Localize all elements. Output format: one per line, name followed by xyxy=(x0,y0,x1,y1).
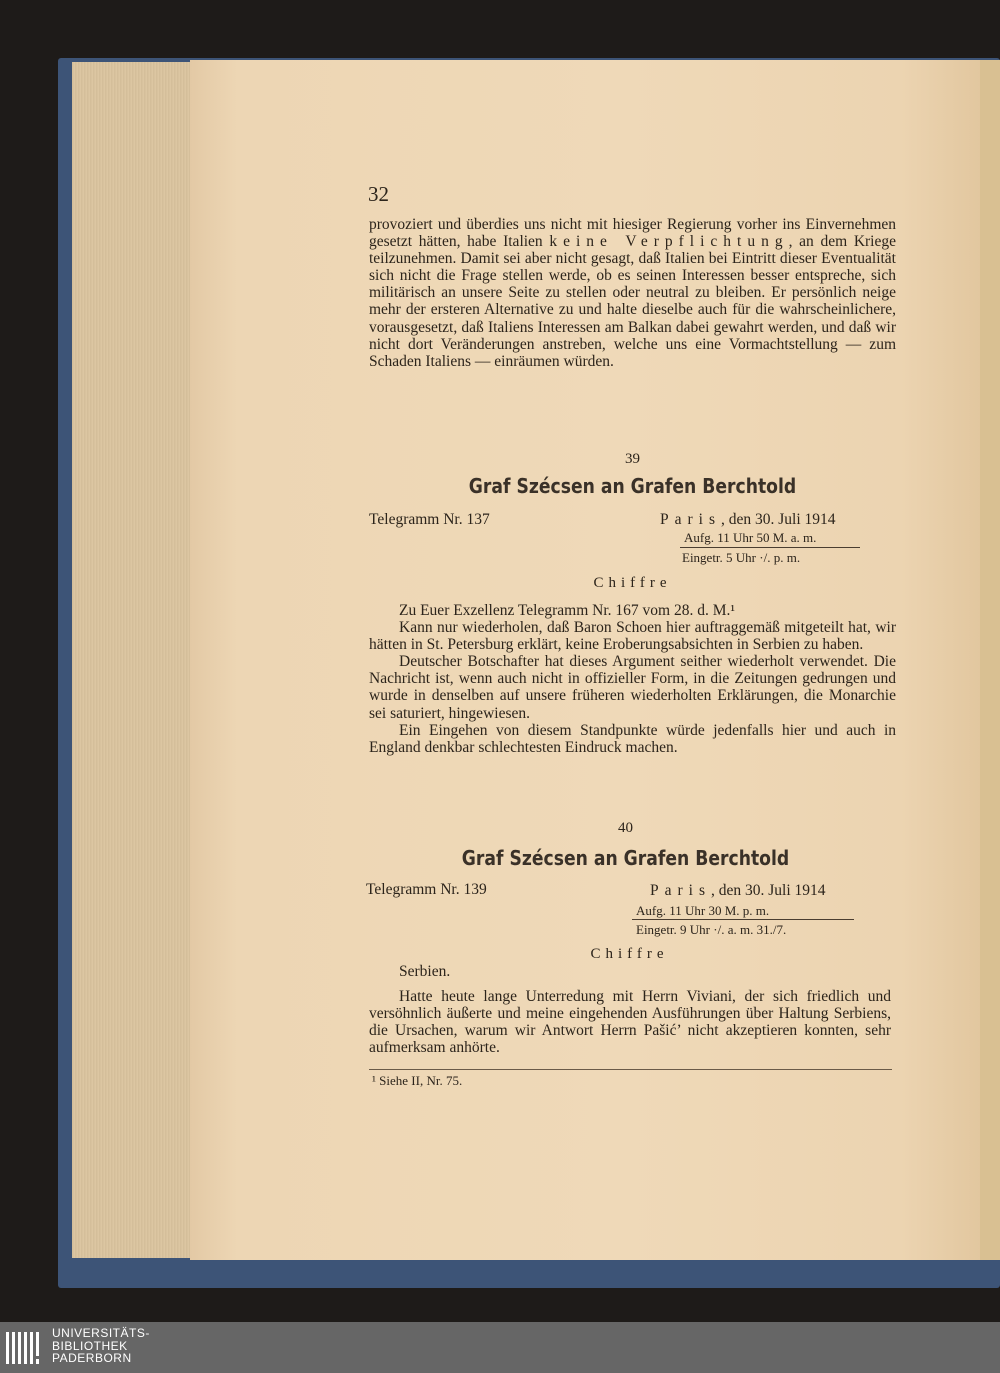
divider-39 xyxy=(680,547,860,548)
document-number-40: 40 xyxy=(618,820,633,836)
place-39: Paris xyxy=(660,511,721,528)
library-logo-text xyxy=(52,1327,150,1365)
intro-text-spaced: keine Verpflichtung xyxy=(549,233,789,251)
place-40: Paris xyxy=(650,882,711,899)
divider-40 xyxy=(632,919,854,920)
logo-line-3: PADERBORN xyxy=(52,1351,132,1365)
paragraph-39-1: Zu Euer Exzellenz Telegramm Nr. 167 vom 28. d. M.¹ xyxy=(399,602,736,619)
received-time-40: Eingetr. 9 Uhr ·/. a. m. 31./7. xyxy=(636,922,787,937)
facing-page-edge xyxy=(978,60,1000,1260)
library-logo-bar xyxy=(0,1322,1000,1373)
cipher-label-39: Chiffre xyxy=(593,575,672,591)
logo-line-1: UNIVERSITÄTS- xyxy=(52,1326,150,1340)
place-date-39 xyxy=(660,511,836,529)
library-logo-icon xyxy=(4,1328,46,1368)
paragraph-39-4: Ein Eingehen von diesem Standpunkte würde jedenfalls hier und auch in England denkbar schlechtesten Eindruck machen. xyxy=(369,721,896,756)
date-40: , den 30. Juli 1914 xyxy=(711,882,826,899)
telegram-number-39: Telegramm Nr. 137 xyxy=(369,511,490,528)
document-body-39 xyxy=(369,602,896,756)
received-time-39: Eingetr. 5 Uhr ·/. p. m. xyxy=(682,550,801,565)
footnote: ¹ Siehe II, Nr. 75. xyxy=(372,1073,463,1088)
logo-line-2: BIBLIOTHEK xyxy=(52,1338,128,1353)
sent-time-39: Aufg. 11 Uhr 50 M. a. m. xyxy=(684,530,817,545)
page-number: 32 xyxy=(368,182,389,206)
intro-text-a: provoziert und überdies uns nicht mit hiesiger Regierung vorher ins Einvernehmen gesetzt hätten, habe Italien xyxy=(369,216,896,251)
document-heading-39: Graf Szécsen an Grafen Berchtold xyxy=(468,474,797,498)
document-heading-40: Graf Szécsen an Grafen Berchtold xyxy=(461,846,790,870)
paragraph-39-2: Kann nur wiederholen, daß Baron Schoen hier auftraggemäß mitgeteilt hat, wir hätten in St. Petersburg erklärt, keine Eroberungsabsichten in Serbien zu haben. xyxy=(369,619,896,654)
paragraph-40-1: Serbien. xyxy=(399,963,451,980)
paragraph-40-2: Hatte heute lange Unterredung mit Herrn Viviani, der sich friedlich und versöhnlich äußerte und meine eingehenden Ausführungen über Haltung Serbiens, die Ursachen, warum wir Antwort Herrn Pašić’ nicht akzeptieren konnten, sehr aufmerksam anhörte. xyxy=(369,988,891,1057)
document-body-40 xyxy=(369,963,891,1056)
place-date-40 xyxy=(650,882,826,900)
document-number-39: 39 xyxy=(625,451,640,467)
cipher-label-40: Chiffre xyxy=(590,946,669,962)
page-edges xyxy=(72,62,194,1258)
intro-text-b: , an dem Kriege teilzunehmen. Damit sei aber nicht gesagt, daß Italien bei Eintritt dieser Eventualität sich nicht die Frage stellen werde, ob es seinen Interessen besser entspreche, sich militärisch an unsere Seite zu stellen oder neutral zu bleiben. Er persönlich neige mehr der ersteren Alternative zu und halte dieselbe auch für die wahrscheinlichere, vorausgesetzt, daß Italiens Interessen am Balkan dabei gewahrt werden, und daß wir nicht dort Veränderungen anstreben, welche uns eine Vormachtstellung — zum Schaden Italiens — einräumen würden. xyxy=(369,233,896,370)
sent-time-40: Aufg. 11 Uhr 30 M. p. m. xyxy=(636,903,770,918)
date-39: , den 30. Juli 1914 xyxy=(721,511,836,528)
telegram-number-40: Telegramm Nr. 139 xyxy=(366,881,487,898)
intro-paragraph xyxy=(369,216,896,370)
footnote-rule xyxy=(369,1069,892,1070)
paragraph-39-3: Deutscher Botschafter hat dieses Argument seither wiederholt verwendet. Die Nachricht ist, wenn auch nicht in offizieller Form, in die Zeitungen gedrungen und wurde in denselben auf unsere früheren wiederholten Erklärungen, die Monarchie sei saturiert, hingewiesen. xyxy=(369,653,896,722)
